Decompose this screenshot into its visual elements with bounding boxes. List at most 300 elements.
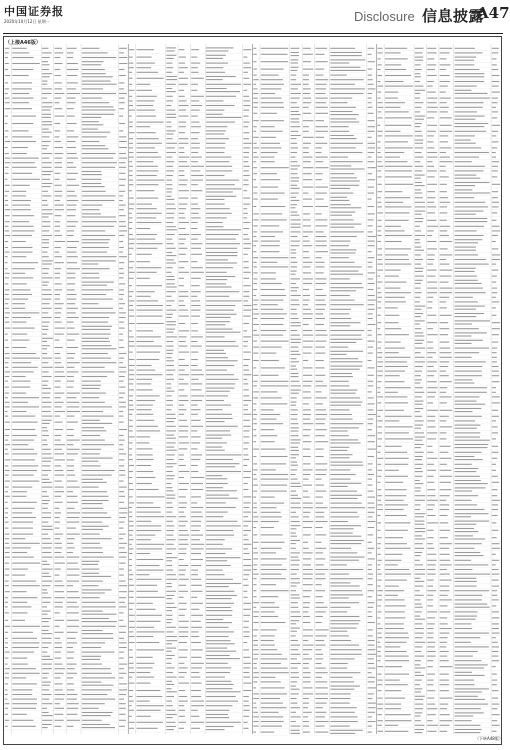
- table-text-line: [166, 696, 174, 697]
- table-text-line: [368, 596, 373, 597]
- table-text-line: [129, 507, 132, 508]
- table-text-line: [378, 396, 384, 397]
- table-text-line: [243, 122, 249, 123]
- table-text-line: [330, 423, 363, 424]
- table-text-line: [291, 287, 299, 288]
- table-text-line: [253, 640, 258, 641]
- table-text-line: [129, 116, 132, 117]
- table-text-line: [368, 295, 375, 296]
- table-text-line: [137, 63, 155, 64]
- table-text-line: [206, 651, 236, 652]
- table-text-line: [191, 243, 202, 244]
- table-text-line: [455, 76, 485, 77]
- table-text-line: [137, 631, 165, 632]
- table-text-line: [261, 527, 274, 528]
- table-text-line: [368, 266, 373, 267]
- table-text-line: [427, 307, 432, 308]
- table-text-line: [378, 387, 381, 388]
- table-text-line: [315, 721, 328, 722]
- table-text-line: [330, 457, 349, 458]
- table-text-line: [5, 402, 10, 403]
- table-text-line: [5, 303, 9, 304]
- table-text-line: [368, 381, 374, 382]
- table-text-line: [243, 525, 248, 526]
- table-text-line: [243, 426, 250, 427]
- table-text-line: [291, 152, 298, 153]
- table-text-line: [67, 277, 76, 278]
- table-text-line: [291, 249, 296, 250]
- table-text-line: [368, 491, 374, 492]
- table-text-line: [166, 507, 173, 508]
- table-text-line: [291, 536, 297, 537]
- table-text-line: [129, 535, 132, 536]
- table-text-line: [5, 694, 8, 695]
- table-text-line: [179, 96, 185, 97]
- table-text-line: [67, 358, 74, 359]
- table-text-line: [291, 405, 296, 406]
- table-text-line: [137, 305, 164, 306]
- table-text-line: [191, 157, 202, 158]
- table-text-line: [5, 102, 10, 103]
- table-text-line: [291, 107, 300, 108]
- table-text-line: [206, 595, 237, 596]
- table-text-line: [82, 720, 102, 721]
- table-text-line: [415, 408, 423, 409]
- table-text-line: [5, 353, 10, 354]
- table-text-line: [129, 96, 132, 97]
- table-text-line: [166, 722, 175, 723]
- table-text-line: [440, 660, 449, 661]
- table-text-line: [55, 241, 66, 242]
- table-text-line: [315, 318, 325, 319]
- table-text-line: [119, 673, 126, 674]
- table-text-line: [82, 186, 105, 187]
- table-text-line: [492, 432, 498, 433]
- table-text-line: [303, 527, 312, 528]
- table-text-line: [55, 664, 63, 665]
- table-text-line: [368, 403, 375, 404]
- table-text-line: [55, 449, 62, 450]
- table-text-line: [261, 157, 275, 158]
- table-text-line: [119, 75, 126, 76]
- table-text-line: [42, 317, 52, 318]
- table-text-line: [261, 516, 282, 517]
- table-text-line: [440, 86, 448, 87]
- table-text-line: [5, 230, 9, 231]
- table-text-line: [12, 726, 36, 727]
- table-text-line: [315, 441, 328, 442]
- table-text-line: [427, 714, 436, 715]
- table-text-line: [378, 58, 381, 59]
- table-text-line: [243, 78, 249, 79]
- table-text-line: [67, 185, 79, 186]
- table-text-line: [67, 247, 77, 248]
- table-text-line: [291, 557, 299, 558]
- table-text-line: [440, 334, 448, 335]
- table-text-line: [291, 147, 298, 148]
- table-text-line: [330, 483, 361, 484]
- table-text-line: [119, 303, 125, 304]
- table-text-line: [315, 658, 323, 659]
- table-text-line: [330, 552, 357, 553]
- table-text-line: [261, 278, 276, 279]
- table-text-line: [385, 637, 409, 638]
- table-text-line: [315, 716, 325, 717]
- table-text-line: [253, 187, 257, 188]
- table-text-line: [67, 93, 80, 94]
- table-text-line: [137, 143, 162, 144]
- table-text-line: [330, 479, 350, 480]
- table-text-line: [206, 544, 223, 545]
- table-text-line: [12, 116, 36, 117]
- table-text-line: [82, 129, 98, 130]
- table-text-line: [243, 222, 250, 223]
- table-text-line: [166, 180, 172, 181]
- table-text-line: [330, 197, 347, 198]
- table-text-line: [82, 458, 113, 459]
- table-text-line: [5, 683, 8, 684]
- table-text-line: [253, 622, 259, 623]
- table-text-line: [330, 582, 350, 583]
- table-text-line: [455, 513, 489, 514]
- table-text-line: [415, 143, 423, 144]
- table-text-line: [191, 49, 199, 50]
- table-text-line: [243, 370, 249, 371]
- table-text-line: [415, 691, 421, 692]
- table-text-line: [206, 234, 238, 235]
- table-text-line: [12, 195, 26, 196]
- table-text-line: [330, 322, 360, 323]
- table-text-line: [492, 157, 496, 158]
- table-text-line: [455, 680, 474, 681]
- table-text-line: [5, 435, 9, 436]
- table-text-line: [378, 176, 382, 177]
- table-text-line: [42, 308, 52, 309]
- table-text-line: [303, 414, 311, 415]
- table-text-line: [378, 586, 381, 587]
- table-text-line: [378, 611, 382, 612]
- table-text-line: [67, 289, 75, 290]
- table-text-line: [55, 638, 61, 639]
- table-text-line: [166, 143, 177, 144]
- table-text-line: [129, 208, 134, 209]
- table-text-line: [206, 574, 224, 575]
- table-text-line: [119, 328, 125, 329]
- table-text-line: [67, 334, 79, 335]
- table-text-line: [291, 668, 298, 669]
- table-text-line: [330, 560, 359, 561]
- table-text-line: [129, 400, 133, 401]
- table-text-line: [440, 212, 448, 213]
- table-text-line: [291, 165, 301, 166]
- table-text-line: [492, 637, 496, 638]
- table-text-line: [67, 235, 74, 236]
- table-text-line: [368, 54, 372, 55]
- table-text-line: [137, 705, 164, 706]
- table-text-line: [243, 705, 249, 706]
- table-text-line: [166, 475, 174, 476]
- table-text-line: [385, 241, 402, 242]
- table-text-line: [243, 261, 248, 262]
- table-text-line: [427, 611, 437, 612]
- table-text-line: [330, 358, 358, 359]
- table-text-line: [82, 642, 105, 643]
- table-text-line: [385, 725, 398, 726]
- table-text-line: [261, 335, 283, 336]
- table-text-line: [5, 512, 8, 513]
- table-text-line: [291, 177, 300, 178]
- table-text-line: [206, 570, 223, 571]
- table-text-line: [67, 547, 75, 548]
- table-text-line: [253, 707, 256, 708]
- table-text-line: [368, 143, 375, 144]
- table-text-line: [206, 324, 225, 325]
- table-text-line: [385, 623, 404, 624]
- table-text-line: [243, 147, 250, 148]
- table-text-line: [455, 586, 477, 587]
- table-text-line: [12, 252, 32, 253]
- table-text-line: [166, 619, 172, 620]
- table-text-line: [166, 199, 174, 200]
- table-text-line: [291, 390, 301, 391]
- table-text-line: [55, 123, 61, 124]
- table-text-line: [291, 227, 301, 228]
- table-text-line: [455, 214, 476, 215]
- table-text-line: [291, 689, 300, 690]
- table-text-line: [243, 535, 247, 536]
- table-text-line: [166, 610, 172, 611]
- table-text-line: [12, 416, 35, 417]
- table-text-line: [42, 282, 49, 283]
- table-text-line: [253, 574, 258, 575]
- table-text-line: [261, 542, 285, 543]
- table-text-line: [166, 710, 175, 711]
- section-title-en: Disclosure: [354, 9, 415, 24]
- table-text-line: [440, 543, 452, 544]
- table-text-line: [415, 552, 422, 553]
- table-text-line: [368, 161, 375, 162]
- table-text-line: [243, 465, 247, 466]
- table-text-line: [243, 565, 251, 566]
- table-text-line: [415, 444, 424, 445]
- table-text-line: [55, 694, 66, 695]
- table-text-line: [315, 54, 324, 55]
- table-text-line: [243, 239, 249, 240]
- table-text-line: [415, 569, 426, 570]
- table-text-line: [330, 257, 349, 258]
- table-text-line: [253, 677, 258, 678]
- table-text-line: [291, 512, 296, 513]
- table-text-line: [129, 305, 133, 306]
- table-text-line: [315, 479, 321, 480]
- table-text-line: [368, 616, 373, 617]
- table-text-line: [253, 485, 258, 486]
- table-text-line: [67, 397, 77, 398]
- table-text-line: [12, 638, 37, 639]
- table-text-line: [492, 259, 500, 260]
- table-text-line: [5, 626, 11, 627]
- table-text-line: [253, 397, 258, 398]
- table-text-line: [385, 292, 411, 293]
- table-text-line: [55, 491, 65, 492]
- table-text-line: [455, 166, 485, 167]
- table-text-line: [440, 684, 449, 685]
- table-text-line: [67, 322, 74, 323]
- table-text-line: [206, 672, 230, 673]
- table-text-line: [243, 636, 249, 637]
- table-text-line: [67, 393, 80, 394]
- table-text-line: [206, 714, 228, 715]
- table-text-line: [253, 102, 258, 103]
- table-text-line: [12, 381, 30, 382]
- table-text-line: [291, 212, 298, 213]
- table-text-line: [330, 224, 361, 225]
- table-text-line: [455, 432, 481, 433]
- table-text-line: [243, 374, 251, 375]
- table-text-line: [315, 173, 322, 174]
- table-text-line: [303, 698, 309, 699]
- table-text-line: [42, 724, 52, 725]
- table-text-line: [315, 113, 328, 114]
- table-text-line: [129, 341, 134, 342]
- table-text-line: [55, 602, 63, 603]
- table-text-line: [5, 411, 8, 412]
- table-text-line: [415, 637, 423, 638]
- table-text-line: [67, 642, 77, 643]
- table-text-line: [119, 98, 125, 99]
- table-text-line: [303, 385, 311, 386]
- table-text-line: [455, 86, 477, 87]
- table-text-line: [206, 696, 236, 697]
- table-text-line: [12, 714, 27, 715]
- table-text-line: [137, 217, 157, 218]
- table-text-line: [415, 361, 425, 362]
- table-text-line: [166, 405, 173, 406]
- table-text-line: [5, 726, 8, 727]
- table-text-line: [42, 260, 53, 261]
- table-text-line: [261, 616, 278, 617]
- table-text-line: [330, 59, 365, 60]
- table-text-line: [82, 564, 98, 565]
- table-text-line: [303, 602, 310, 603]
- table-text-line: [179, 420, 187, 421]
- table-text-line: [440, 184, 447, 185]
- table-text-line: [42, 209, 53, 210]
- table-text-line: [12, 108, 32, 109]
- table-text-line: [315, 231, 323, 232]
- table-text-line: [243, 677, 250, 678]
- table-text-line: [42, 221, 50, 222]
- table-text-line: [253, 313, 259, 314]
- table-text-line: [191, 336, 203, 337]
- table-text-line: [440, 230, 448, 231]
- table-text-line: [440, 315, 452, 316]
- table-text-line: [261, 179, 281, 180]
- table-text-line: [191, 217, 200, 218]
- table-text-line: [427, 680, 433, 681]
- table-text-line: [330, 304, 363, 305]
- table-text-line: [206, 591, 234, 592]
- table-text-line: [5, 491, 8, 492]
- table-text-line: [191, 365, 197, 366]
- table-text-line: [455, 48, 475, 49]
- table-text-line: [291, 342, 301, 343]
- table-text-line: [129, 405, 133, 406]
- table-text-line: [179, 553, 186, 554]
- table-text-line: [415, 259, 423, 260]
- table-text-line: [492, 248, 498, 249]
- table-text-line: [137, 166, 159, 167]
- table-text-line: [427, 166, 434, 167]
- table-text-line: [119, 158, 127, 159]
- table-text-line: [330, 631, 347, 632]
- table-text-line: [378, 352, 383, 353]
- table-text-line: [455, 202, 486, 203]
- table-text-line: [378, 599, 383, 600]
- table-text-line: [378, 495, 383, 496]
- table-text-line: [385, 651, 407, 652]
- table-text-line: [261, 147, 282, 148]
- table-text-line: [137, 548, 163, 549]
- table-text-line: [303, 590, 312, 591]
- table-text-line: [206, 459, 233, 460]
- table-text-line: [82, 475, 112, 476]
- table-text-line: [385, 248, 411, 249]
- table-text-line: [166, 305, 171, 306]
- table-text-line: [243, 67, 251, 68]
- table-text-line: [440, 58, 447, 59]
- table-text-line: [166, 557, 177, 558]
- table-text-line: [82, 124, 104, 125]
- table-text-line: [12, 552, 27, 553]
- table-text-line: [129, 621, 135, 622]
- table-text-line: [440, 564, 452, 565]
- table-text-line: [427, 102, 436, 103]
- table-text-line: [179, 507, 186, 508]
- table-text-line: [12, 422, 37, 423]
- table-text-line: [291, 59, 299, 60]
- table-text-line: [191, 234, 201, 235]
- table-text-line: [261, 347, 282, 348]
- table-text-line: [206, 610, 232, 611]
- table-text-line: [427, 226, 438, 227]
- table-text-line: [179, 414, 184, 415]
- table-text-line: [378, 202, 382, 203]
- table-text-line: [119, 153, 126, 154]
- table-text-line: [67, 191, 75, 192]
- table-text-line: [330, 672, 360, 673]
- table-text-line: [455, 98, 491, 99]
- table-text-line: [440, 646, 447, 647]
- table-text-line: [385, 152, 404, 153]
- table-text-line: [492, 282, 496, 283]
- table-text-line: [12, 256, 26, 257]
- table-text-line: [206, 663, 228, 664]
- table-text-line: [5, 130, 9, 131]
- table-text-line: [12, 411, 26, 412]
- table-text-line: [206, 471, 241, 472]
- table-text-line: [427, 420, 435, 421]
- table-text-line: [67, 130, 74, 131]
- table-text-line: [82, 76, 113, 77]
- table-text-line: [455, 292, 486, 293]
- table-text-line: [385, 58, 408, 59]
- table-text-line: [166, 336, 177, 337]
- table-text-line: [119, 205, 126, 206]
- table-text-line: [378, 184, 382, 185]
- table-text-line: [455, 684, 475, 685]
- table-text-line: [368, 113, 374, 114]
